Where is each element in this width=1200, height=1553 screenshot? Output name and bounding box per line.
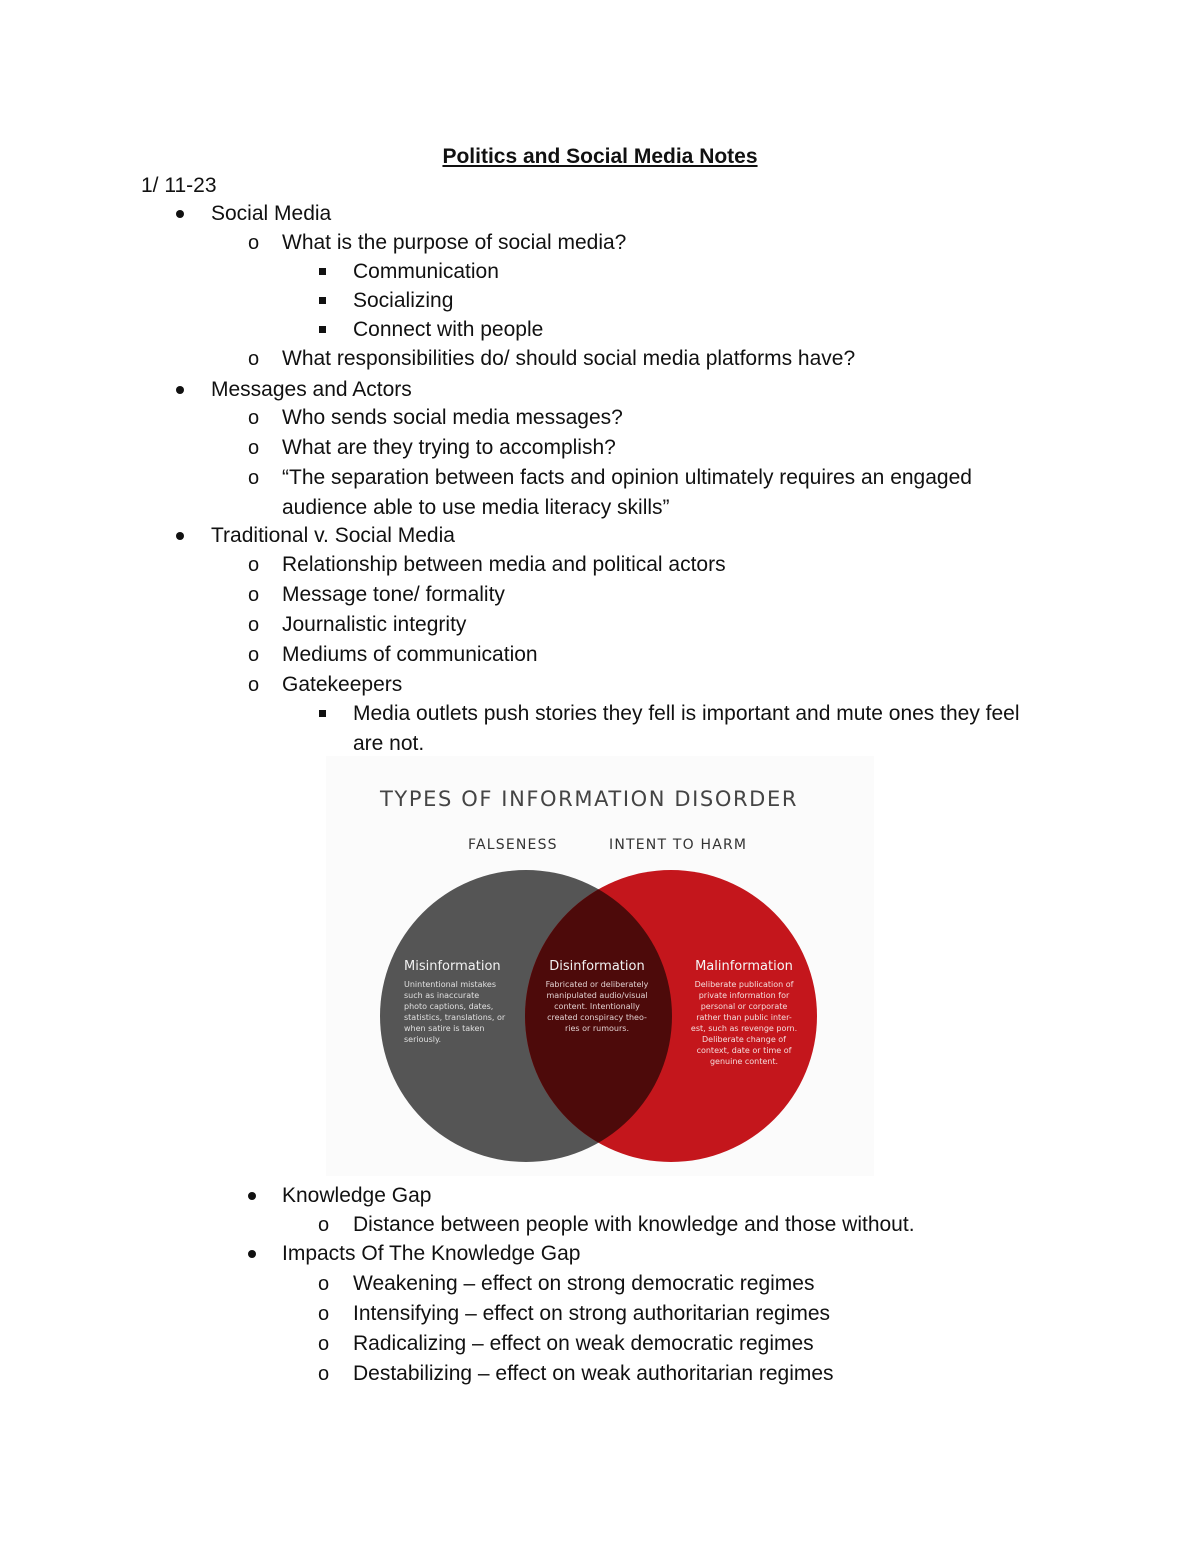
bullet-square-icon xyxy=(319,326,326,333)
bullet-circle-icon: o xyxy=(248,348,260,370)
bullet-circle-icon: o xyxy=(248,407,260,429)
list-subitem-line-1: Media outlets push stories they fell is important and mute ones they feel xyxy=(353,702,1020,725)
bullet-circle-icon: o xyxy=(248,467,260,489)
bullet-dot-icon xyxy=(176,386,184,394)
misinformation-title: Misinformation xyxy=(404,959,501,974)
list-item: Who sends social media messages? xyxy=(282,406,623,429)
bullet-circle-icon: o xyxy=(248,644,260,666)
malinformation-desc: Deliberate publication of xyxy=(694,980,794,989)
date-line: 1/ 11-23 xyxy=(141,174,217,197)
bullet-circle-icon: o xyxy=(318,1273,330,1295)
bullet-circle-icon: o xyxy=(318,1363,330,1385)
malinformation-desc: personal or corporate xyxy=(700,1002,788,1011)
misinformation-desc: statistics, translations, or xyxy=(404,1013,506,1022)
list-item: Distance between people with knowledge and those without. xyxy=(353,1213,915,1236)
list-item-quote-line-2: audience able to use media literacy skills” xyxy=(282,496,670,519)
malinformation-desc: context, date or time of xyxy=(696,1046,792,1055)
bullet-circle-icon: o xyxy=(248,232,260,254)
section-heading-traditional-v-social: Traditional v. Social Media xyxy=(211,524,455,547)
bullet-dot-icon xyxy=(248,1250,256,1258)
list-item: Relationship between media and political actors xyxy=(282,553,726,576)
list-subitem: Socializing xyxy=(353,289,454,312)
misinformation-desc: Unintentional mistakes xyxy=(404,980,496,989)
disinformation-title: Disinformation xyxy=(549,959,645,974)
bullet-dot-icon xyxy=(176,210,184,218)
misinformation-desc: when satire is taken xyxy=(404,1024,485,1033)
label-intent-to-harm: INTENT TO HARM xyxy=(609,837,748,853)
disinformation-desc: Fabricated or deliberately xyxy=(545,980,649,989)
list-subitem: Communication xyxy=(353,260,499,283)
bullet-circle-icon: o xyxy=(318,1303,330,1325)
misinformation-desc: seriously. xyxy=(404,1035,442,1044)
bullet-circle-icon: o xyxy=(248,554,260,576)
list-item: Intensifying – effect on strong authoritarian regimes xyxy=(353,1302,831,1325)
information-disorder-figure xyxy=(326,756,874,1176)
list-item: Message tone/ formality xyxy=(282,583,505,606)
list-item: Weakening – effect on strong democratic regimes xyxy=(353,1272,815,1295)
page-title: Politics and Social Media Notes xyxy=(442,145,758,168)
section-heading-social-media: Social Media xyxy=(211,202,332,225)
bullet-circle-icon: o xyxy=(248,437,260,459)
disinformation-desc: manipulated audio/visual xyxy=(546,991,648,1000)
list-subitem: Connect with people xyxy=(353,318,544,341)
malinformation-desc: private information for xyxy=(698,991,790,1000)
bullet-circle-icon: o xyxy=(318,1214,330,1236)
list-item: Journalistic integrity xyxy=(282,613,467,636)
bullet-circle-icon: o xyxy=(318,1333,330,1355)
bullet-square-icon xyxy=(319,297,326,304)
label-falseness: FALSENESS xyxy=(468,837,558,853)
list-item: What responsibilities do/ should social media platforms have? xyxy=(282,347,856,370)
bullet-square-icon xyxy=(319,268,326,275)
figure-title: TYPES OF INFORMATION DISORDER xyxy=(380,787,799,811)
bullet-circle-icon: o xyxy=(248,614,260,636)
section-heading-impacts: Impacts Of The Knowledge Gap xyxy=(282,1242,581,1265)
malinformation-title: Malinformation xyxy=(695,959,793,974)
list-item-quote-line-1: “The separation between facts and opinion ultimately requires an engaged xyxy=(282,466,972,489)
malinformation-desc: genuine content. xyxy=(709,1057,779,1066)
list-item: Destabilizing – effect on weak authoritarian regimes xyxy=(353,1362,834,1385)
disinformation-desc: ries or rumours. xyxy=(565,1024,629,1033)
misinformation-desc: photo captions, dates, xyxy=(404,1002,494,1011)
bullet-dot-icon xyxy=(248,1192,256,1200)
bullet-circle-icon: o xyxy=(248,584,260,606)
section-heading-messages-and-actors: Messages and Actors xyxy=(211,378,412,401)
malinformation-desc: Deliberate change of xyxy=(701,1035,787,1044)
list-item: What are they trying to accomplish? xyxy=(282,436,616,459)
list-item: What is the purpose of social media? xyxy=(282,231,627,254)
disinformation-desc: content. Intentionally xyxy=(554,1002,640,1011)
malinformation-desc: est, such as revenge porn. xyxy=(690,1024,798,1033)
bullet-circle-icon: o xyxy=(248,674,260,696)
list-item: Mediums of communication xyxy=(282,643,538,666)
list-subitem-line-2: are not. xyxy=(353,732,425,755)
misinformation-desc: such as inaccurate xyxy=(404,991,480,1000)
bullet-square-icon xyxy=(319,710,326,717)
bullet-dot-icon xyxy=(176,532,184,540)
section-heading-knowledge-gap: Knowledge Gap xyxy=(282,1184,432,1207)
disinformation-desc: created conspiracy theo- xyxy=(547,1013,647,1022)
malinformation-desc: rather than public inter- xyxy=(696,1013,792,1022)
list-item: Gatekeepers xyxy=(282,673,403,696)
list-item: Radicalizing – effect on weak democratic regimes xyxy=(353,1332,814,1355)
